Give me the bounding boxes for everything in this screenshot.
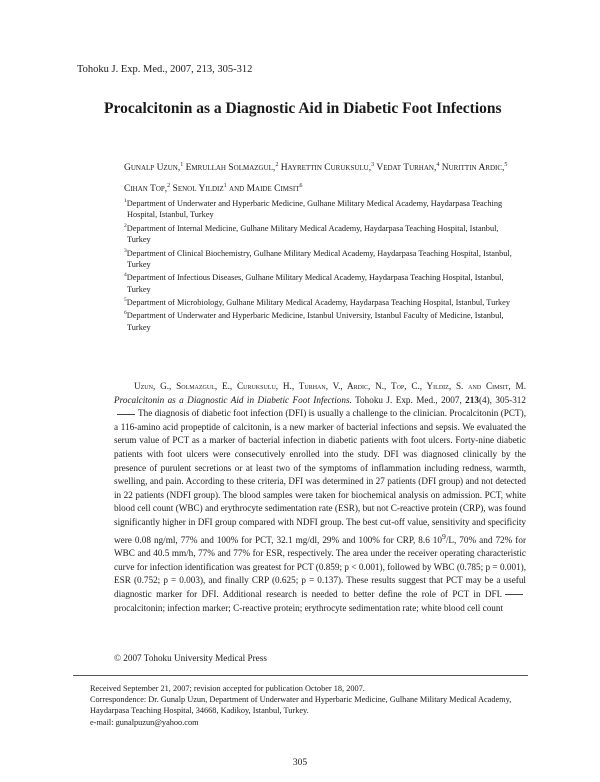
abstract-body-continued: /L, 70% and 72% for WBC and 40.5 mm/h, 77% and 77% for ESR, respectively. The area under the receiver operating characteristic curve for infection identification was greatest for PCT (0.859; p < 0.001), followed by WBC (0.785; p = 0.001), ESR (0.752; p = 0.003), and finally CRP (0.625; p = 0.137). These results suggest that PCT may be a useful diagnostic marker for DFI. Additional research is needed to better define the role of PCT in DFI. [114, 534, 527, 599]
affiliation: $^3$Department of Clinical Biochemistry, Gulhane Military Medical Academy, Haydarpasa Teaching Hospital, Istanbul, Turkey [124, 247, 512, 269]
affiliation: $^4$Department of Infectious Diseases, Gulhane Military Medical Academy, Haydarpasa Teaching Hospital, Istanbul, Turkey [124, 272, 504, 294]
exponent: 9 [442, 531, 446, 541]
affiliation: $^2$Department of Internal Medicine, Gulhane Military Medical Academy, Haydarpasa Teaching Hospital, Istanbul, Turkey [124, 222, 499, 245]
footnote-divider [73, 675, 528, 676]
author-name: and Maide Cimsit$^6$ [229, 183, 303, 195]
author-name: Nurittin Ardic,$^5$ [441, 162, 508, 174]
abstract [114, 380, 526, 615]
correspondence-note: Correspondence: Dr. Gunalp Uzun, Department of Underwater and Hyperbaric Medicine, Gulhane Military Medical Academy, Haydarpasa Teaching Hospital, 34668, Kadikoy, Istanbul, Turkey. [90, 695, 512, 716]
author-list [124, 156, 524, 198]
email-note: e-mail: gunalpuzun@yahoo.com [90, 717, 199, 727]
keywords: procalcitonin; infection marker; C-reactive protein; erythrocyte sedimentation rate; white blood cell count [114, 602, 504, 613]
affiliation: $^5$Department of Microbiology, Gulhane Military Medical Academy, Haydarpasa Teaching Hospital, Istanbul, Turkey [124, 297, 510, 307]
author-name: Gunalp Uzun,$^1$ [124, 162, 184, 174]
page-number: 305 [292, 758, 308, 768]
abstract-body: The diagnosis of diabetic foot infection (DFI) is usually a challenge to the clinician. Procalcitonin (PCT), a 116-amino acid propeptide of calcitonin, is a new marker of bacterial infections and sepsis. We evaluated the serum value of PCT as a marker of bacterial infection in diabetic patients with foot ulcers. Forty-nine diabetic patients with foot ulcers were consecutively enrolled into the study. DFI was diagnosed clinically by the presence of purulent secretions or at least two of the symptoms of inflammation including redness, warmth, swelling, and pain. According to these criteria, DFI was determined in 27 patients (DFI group) and not detected in 22 patients (NDFI group). The blood samples were taken for biochemical analysis on admission. PCT, white blood cell count (WBC) and erythrocyte sedimentation rate (ESR), but not C-reactive protein (CRP), was found significantly higher in DFI group compared with NDFI group. The best cut-off value, sensitivity and specificity were 0.08 ng/ml, 77% and 100% for PCT, 32.1 mg/dl, 29% and 100% for CRP, 8.6 10 [114, 408, 526, 545]
citation-source: Tohoku J. Exp. Med., 2007, [355, 394, 462, 405]
citation-volume: 213 [465, 394, 479, 405]
footnotes [80, 683, 530, 728]
received-note: Received September 21, 2007; revision accepted for publication October 18, 2007. [90, 684, 365, 693]
separator-dash [117, 414, 135, 415]
separator-dash [505, 594, 523, 595]
affiliation: $^6$Department of Underwater and Hyperbaric Medicine, Istanbul University, Istanbul Faculty of Medicine, Istanbul, Turkey [124, 310, 504, 332]
affiliation: $^1$Department of Underwater and Hyperbaric Medicine, Gulhane Military Medical Academy, Haydarpasa Teaching Hospital, Istanbul, Turkey [124, 198, 503, 220]
journal-reference: Tohoku J. Exp. Med., 2007, 213, 305-312 [77, 64, 253, 75]
author-name: Cihan Top,$^2$ [124, 183, 171, 195]
copyright-notice: © 2007 Tohoku University Medical Press [114, 653, 267, 663]
author-name: Emrullah Solmazgul,$^2$ [185, 162, 279, 174]
author-name: Vedat Turhan,$^4$ [376, 162, 440, 174]
affiliation-list [124, 196, 524, 333]
author-name: Hayrettin Curuksulu,$^3$ [280, 162, 375, 174]
citation-issue-pages: (4), 305-312 [478, 394, 526, 405]
paper-title: Procalcitonin as a Diagnostic Aid in Diabetic Foot Infections [104, 100, 502, 117]
citation-authors: Uzun, G., Solmazgul, E., Curuksulu, H., Turhan, V., Ardic, N., Top, C., Yildiz, S. and Cimsit, M. [134, 381, 526, 391]
citation-title: Procalcitonin as a Diagnostic Aid in Diabetic Foot Infections. [114, 394, 352, 405]
author-name: Senol Yildiz$^1$ [172, 183, 227, 195]
